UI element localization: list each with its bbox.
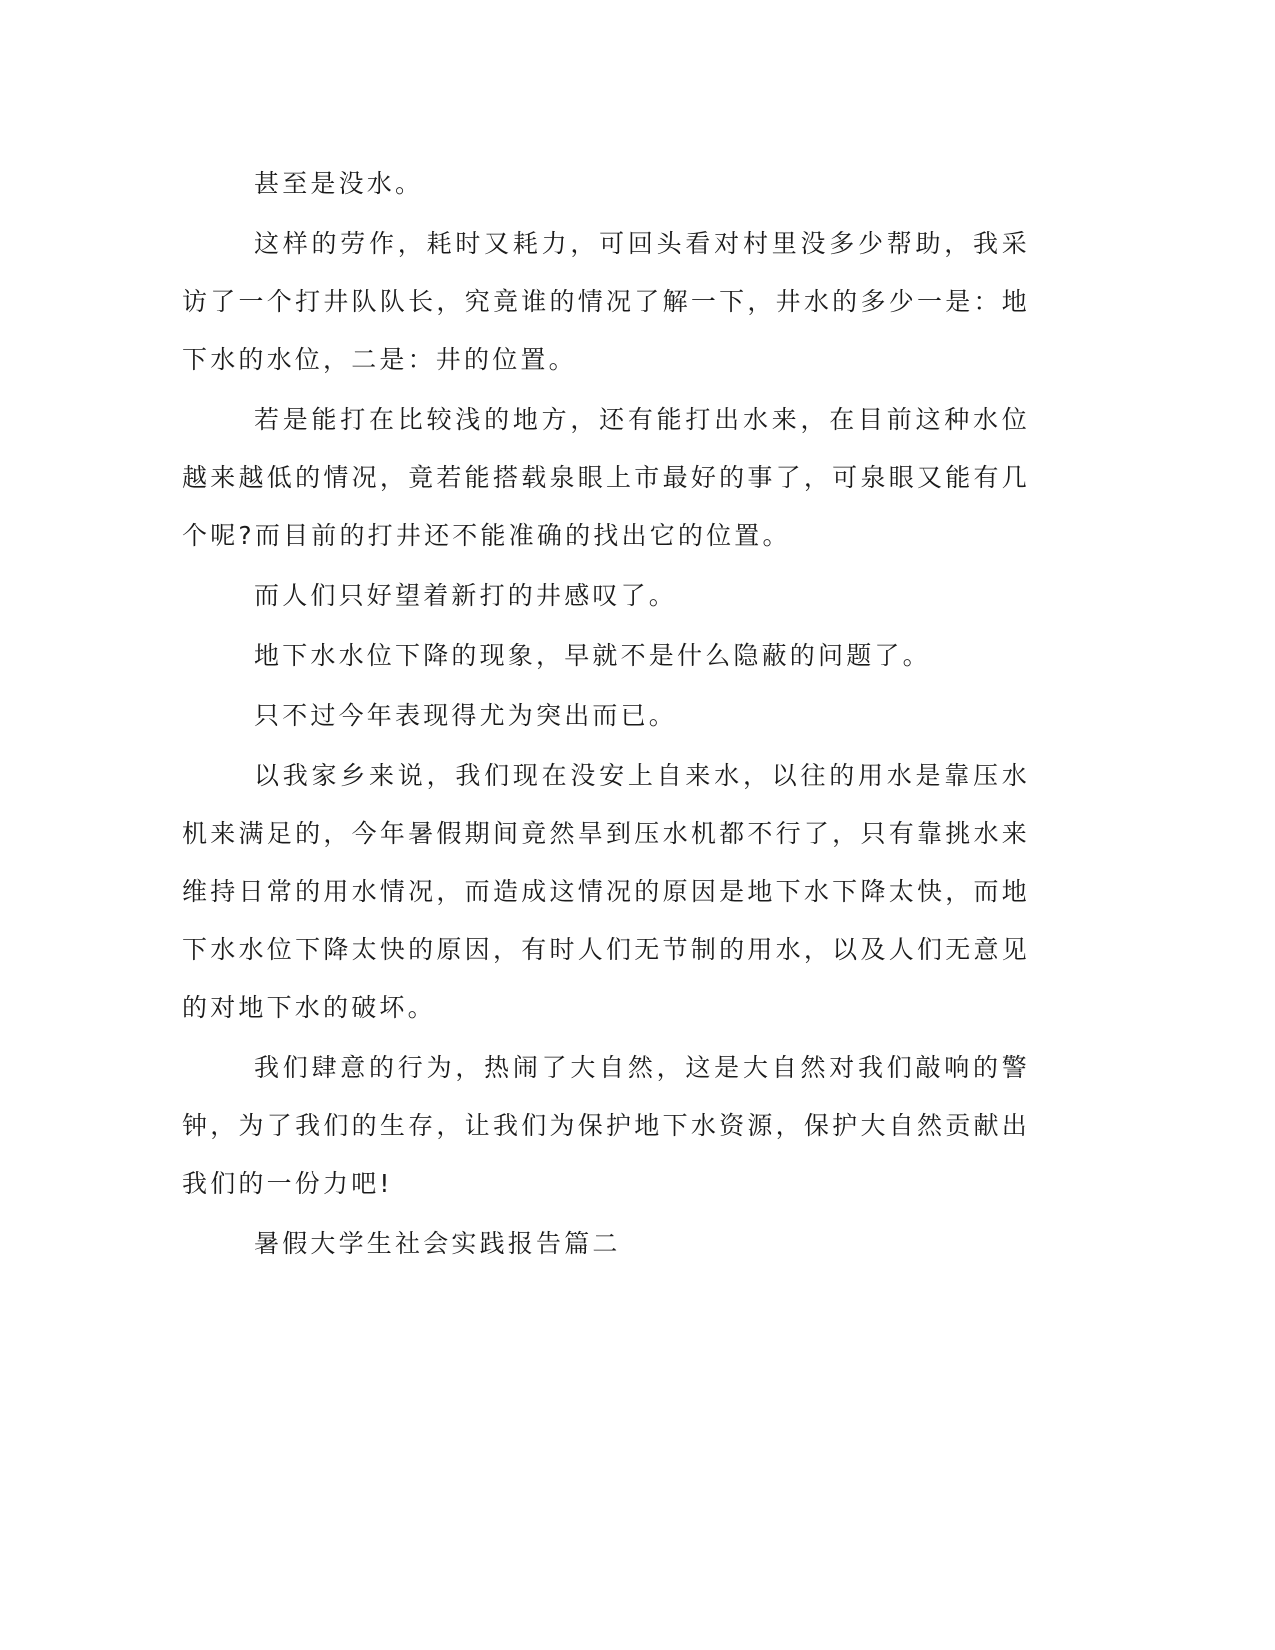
paragraph: 我们肆意的行为，热闹了大自然，这是大自然对我们敲响的警钟，为了我们的生存，让我们为保护地下水资源，保护大自然贡献出我们的一份力吧! bbox=[182, 1053, 1030, 1198]
section-heading: 暑假大学生社会实践报告篇二 bbox=[254, 1229, 621, 1258]
paragraph: 甚至是没水。 bbox=[254, 169, 424, 198]
document-body bbox=[182, 155, 1030, 1275]
paragraph: 这样的劳作，耗时又耗力，可回头看对村里没多少帮助，我采访了一个打井队队长，究竟谁的情况了解一下，井水的多少一是：地下水的水位，二是：井的位置。 bbox=[182, 229, 1030, 374]
paragraph: 只不过今年表现得尤为突出而已。 bbox=[254, 701, 678, 730]
paragraph: 地下水水位下降的现象，早就不是什么隐蔽的问题了。 bbox=[254, 641, 931, 670]
paragraph: 而人们只好望着新打的井感叹了。 bbox=[254, 581, 678, 610]
paragraph: 以我家乡来说，我们现在没安上自来水，以往的用水是靠压水机来满足的，今年暑假期间竟然旱到压水机都不行了，只有靠挑水来维持日常的用水情况，而造成这情况的原因是地下水下降太快，而地下水水位下降太快的原因，有时人们无节制的用水，以及人们无意见的对地下水的破坏。 bbox=[182, 761, 1030, 1022]
paragraph: 若是能打在比较浅的地方，还有能打出水来，在目前这种水位越来越低的情况，竟若能搭载泉眼上市最好的事了，可泉眼又能有几个呢?而目前的打井还不能准确的找出它的位置。 bbox=[182, 405, 1030, 550]
